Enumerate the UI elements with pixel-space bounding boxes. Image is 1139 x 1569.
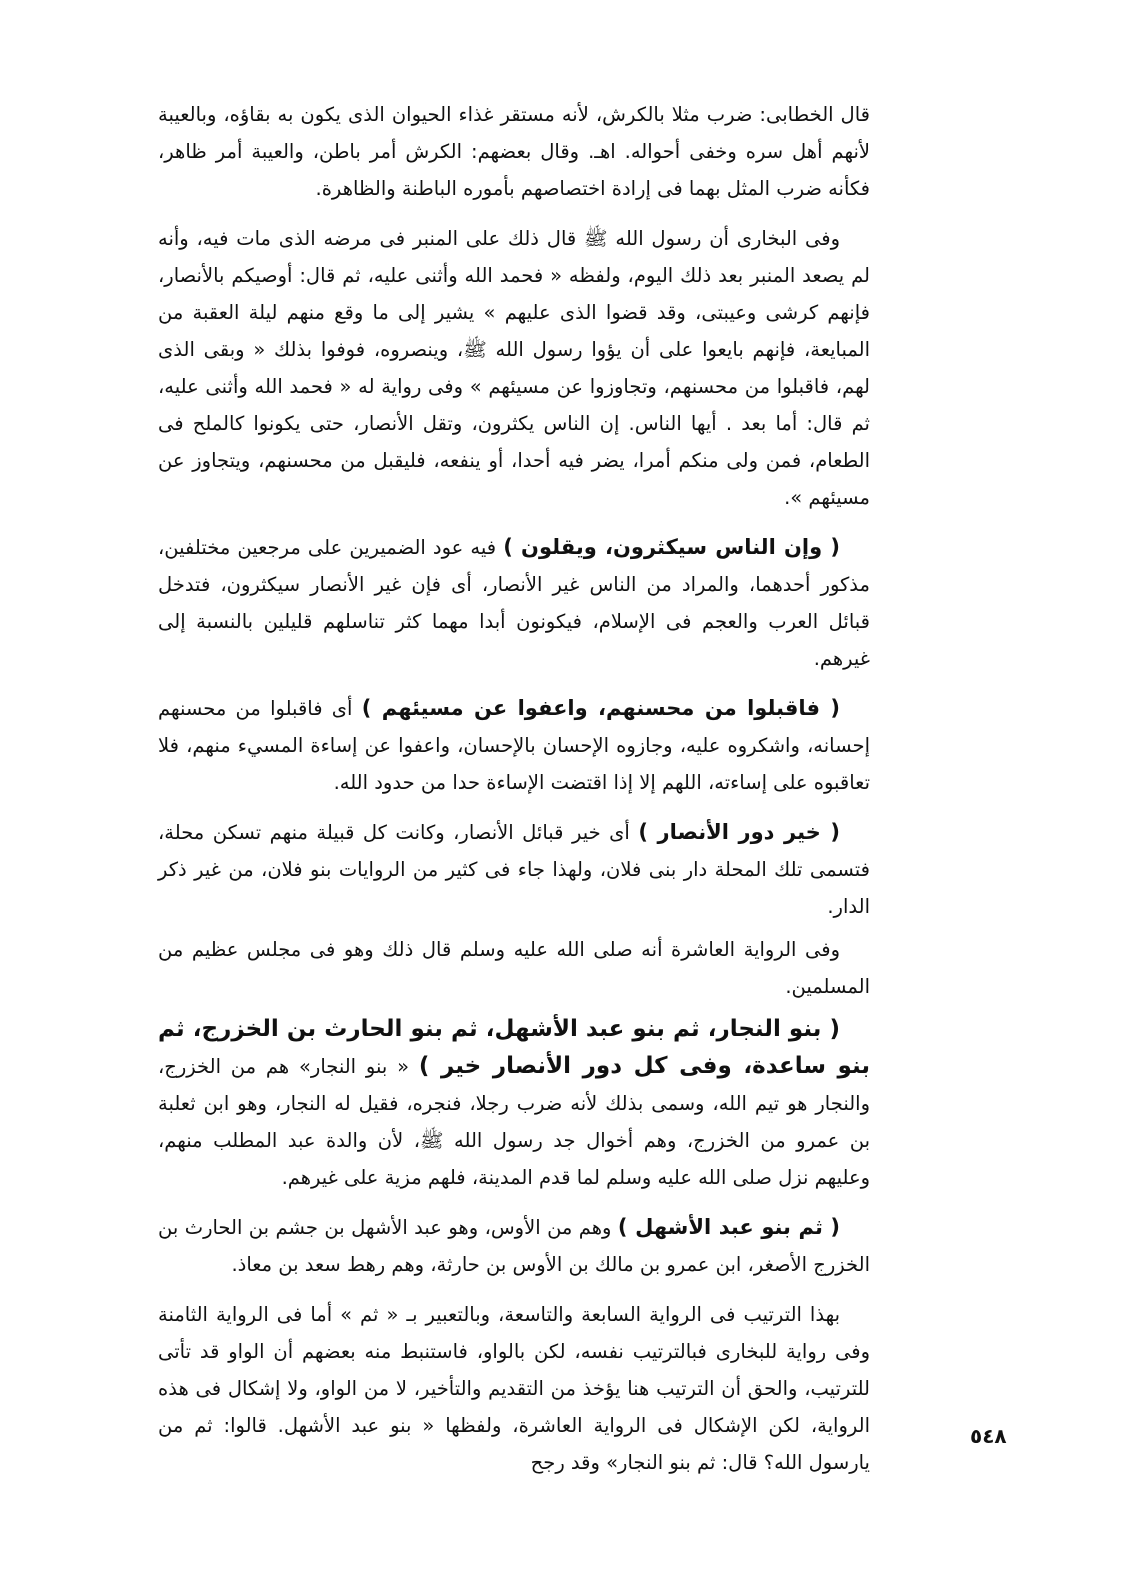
paragraph-best-houses <box>158 814 870 925</box>
page-number: ٥٤٨ <box>970 1424 1007 1448</box>
page-body <box>158 96 870 1494</box>
paragraph-tenth-narration: وفى الرواية العاشرة أنه صلى الله عليه وسلم قال ذلك وهو فى مجلس عظيم من المسلمين. <box>158 938 870 998</box>
paragraph-banu-najjar <box>158 1011 870 1196</box>
paragraph-text: فيه عود الضميرين على مرجعين مختلفين، مذكور أحدهما، والمراد من الناس غير الأنصار، أى فإن غير الأنصار سيكثرون، فتدخل قبائل العرب والعجم فى الإسلام، فيكونون أبدا مهما كثر تناسلهم قليلين بالنسبة إلى غيرهم. <box>158 536 870 670</box>
paragraph-text: وهم من الأوس، وهو عبد الأشهل بن جشم بن الحارث بن الخزرج الأصغر، ابن عمرو بن مالك بن الأوس بن حارثة، وهم رهط سعد بن معاذ. <box>158 1216 870 1276</box>
paragraph-khattabi: قال الخطابى: ضرب مثلا بالكرش، لأنه مستقر غذاء الحيوان الذى يكون به بقاؤه، وبالعيبة لأنهم أهل سره وخفى أحواله. اهـ. وقال بعضهم: الكرش أمر باطن، والعيبة أمر ظاهر، فكأنه ضرب المثل بهما فى إرادة اختصاصهم بأموره الباطنة والظاهرة. <box>158 103 870 200</box>
paragraph-ordering: بهذا الترتيب فى الرواية السابعة والتاسعة، وبالتعبير بـ « ثم » أما فى الرواية الثامنة وفى رواية للبخارى فبالترتيب نفسه، لكن بالواو، فاستنبط منه بعضهم أن الواو قد تأتى للترتيب، والحق أن الترتيب هنا يؤخذ من التقديم والتأخير، لا من الواو، ولا إشكال فى هذه الرواية، لكن الإشكال فى الرواية العاشرة، ولفظها « بنو عبد الأشهل. قالوا: ثم من يارسول الله؟ قال: ثم بنو النجار» وقد رجح <box>158 1303 870 1474</box>
paragraph-abd-al-ashhal <box>158 1209 870 1283</box>
quoted-heading: ( بنو النجار، ثم بنو عبد الأشهل، ثم بنو الحارث بن الخزرج، ثم بنو ساعدة، وفى كل دور الأنصار خير ) <box>158 1016 871 1079</box>
quoted-heading: ( خير دور الأنصار ) <box>638 820 840 844</box>
quoted-heading: ( وإن الناس سيكثرون، ويقلون ) <box>503 535 840 559</box>
paragraph-bukhari: وفى البخارى أن رسول الله ﷺ قال ذلك على المنبر فى مرضه الذى مات فيه، وأنه لم يصعد المنبر بعد ذلك اليوم، ولفظه « فحمد الله وأثنى عليه، ثم قال: أوصيكم بالأنصار، فإنهم كرشى وعيبتى، وقد قضوا الذى عليهم » يشير إلى ما وقع منهم ليلة العقبة من المبايعة، فإنهم بايعوا على أن يؤوا رسول الله ﷺ، وينصروه، فوفوا بذلك « وبقى الذى لهم، فاقبلوا من محسنهم، وتجاوزوا عن مسيئهم » وفى رواية له « فحمد الله وأثنى عليه، ثم قال: أما بعد . أيها الناس. إن الناس يكثرون، وتقل الأنصار، حتى يكونوا كالملح فى الطعام، فمن ولى منكم أمرا، يضر فيه أحدا، أو ينفعه، فليقبل من محسنهم، ويتجاوز عن مسيئهم ». <box>158 227 870 509</box>
quoted-heading: ( فاقبلوا من محسنهم، واعفوا عن مسيئهم ) <box>361 696 840 720</box>
paragraph-text: أى فاقبلوا من محسنهم إحسانه، واشكروه عليه، وجازوه الإحسان بالإحسان، واعفوا عن إساءة المسيء منهم، فلا تعاقبوه على إساءته، اللهم إلا إذا اقتضت الإساءة حدا من حدود الله. <box>158 697 870 794</box>
paragraph-accept-good <box>158 690 870 801</box>
paragraph-text: « بنو النجار» هم من الخزرج، والنجار هو تيم الله، وسمى بذلك لأنه ضرب رجلا، فنجره، فقيل له النجار، وهو ابن ثعلبة بن عمرو من الخزرج، وهم أخوال جد رسول الله ﷺ، لأن والدة عبد المطلب منهم، وعليهم نزل صلى الله عليه وسلم لما قدم المدينة، فلهم مزية على غيرهم. <box>158 1055 870 1189</box>
quoted-heading: ( ثم بنو عبد الأشهل ) <box>617 1215 840 1239</box>
paragraph-people-increase <box>158 529 870 677</box>
paragraph-text: أى خير قبائل الأنصار، وكانت كل قبيلة منهم تسكن محلة، فتسمى تلك المحلة دار بنى فلان، ولهذا جاء فى كثير من الروايات بنو فلان، من غير ذكر الدار. <box>158 821 870 918</box>
